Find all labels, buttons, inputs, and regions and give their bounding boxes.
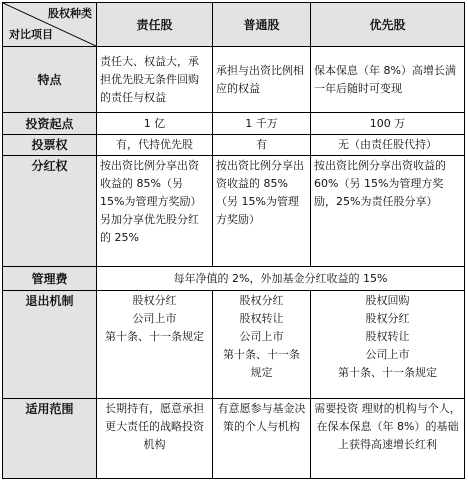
exit-item: 公司上市	[239, 330, 284, 343]
exit-common	[213, 291, 311, 399]
row-vote	[3, 135, 465, 156]
vote-preferred: 无（由责任股代持）	[311, 135, 465, 156]
dividend-common: 按出资比例分享出资收益的 85%（另 15%为管理方奖励）	[213, 156, 311, 267]
scope-preferred: 需要投资 理财的机构与个人，在保本保息（年 8%）的基础上获得高速增长红利	[311, 399, 465, 479]
exit-item: 股权分红	[365, 312, 410, 325]
row-feature	[3, 47, 465, 113]
scope-common: 有意愿参与基金决策的个人与机构	[213, 399, 311, 479]
start-common: 1 千万	[213, 113, 311, 135]
column-header-responsibility: 责任股	[97, 3, 213, 47]
exit-item: 股权转让	[365, 330, 410, 343]
row-start	[3, 113, 465, 135]
row-label-feature: 特点	[3, 47, 97, 113]
start-responsibility: 1 亿	[97, 113, 213, 135]
fee-value: 每年净值的 2%，外加基金分红收益的 15%	[97, 267, 465, 291]
exit-item: 第十条、十一条	[223, 348, 300, 361]
exit-item: 第十条、十一条规定	[338, 366, 437, 379]
row-label-start: 投资起点	[3, 113, 97, 135]
corner-bottom-label: 对比项目	[9, 28, 53, 41]
exit-item: 公司上市	[365, 348, 410, 361]
feature-common: 承担与出资比例相应的权益	[213, 47, 311, 113]
row-label-fee: 管理费	[3, 267, 97, 291]
start-preferred: 100 万	[311, 113, 465, 135]
equity-comparison-table	[2, 2, 465, 479]
row-label-dividend: 分红权	[3, 156, 97, 267]
corner-cell	[3, 3, 97, 47]
corner-top-label: 股权种类	[48, 7, 92, 20]
header-row	[3, 3, 465, 47]
row-label-scope: 适用范围	[3, 399, 97, 479]
exit-item: 公司上市	[132, 312, 177, 325]
row-exit	[3, 291, 465, 399]
row-dividend	[3, 156, 465, 267]
vote-common: 有	[213, 135, 311, 156]
scope-responsibility: 长期持有，愿意承担更大责任的战略投资机构	[97, 399, 213, 479]
column-header-common: 普通股	[213, 3, 311, 47]
column-header-preferred: 优先股	[311, 3, 465, 47]
exit-responsibility	[97, 291, 213, 399]
dividend-preferred: 按出资比例分享出资收益的 60%（另 15%为管理方奖励，25%为责任股分享）	[311, 156, 465, 267]
exit-preferred	[311, 291, 465, 399]
feature-preferred: 保本保息（年 8%）高增长满一年后随时可变现	[311, 47, 465, 113]
exit-item: 规定	[250, 366, 273, 379]
row-scope	[3, 399, 465, 479]
exit-item: 股权回购	[365, 294, 410, 307]
feature-responsibility: 责任大、权益大，承担优先股无条件回购的责任与权益	[97, 47, 213, 113]
dividend-responsibility: 按出资比例分享出资收益的 85%（另 15%为管理方奖励）另加分享优先股分红的 25%	[97, 156, 213, 267]
vote-responsibility: 有，代持优先股	[97, 135, 213, 156]
row-label-exit: 退出机制	[3, 291, 97, 399]
exit-item: 第十条、十一条规定	[105, 330, 204, 343]
row-label-vote: 投票权	[3, 135, 97, 156]
exit-item: 股权分红	[132, 294, 177, 307]
row-fee	[3, 267, 465, 291]
exit-item: 股权转让	[239, 312, 284, 325]
exit-item: 股权分红	[239, 294, 284, 307]
